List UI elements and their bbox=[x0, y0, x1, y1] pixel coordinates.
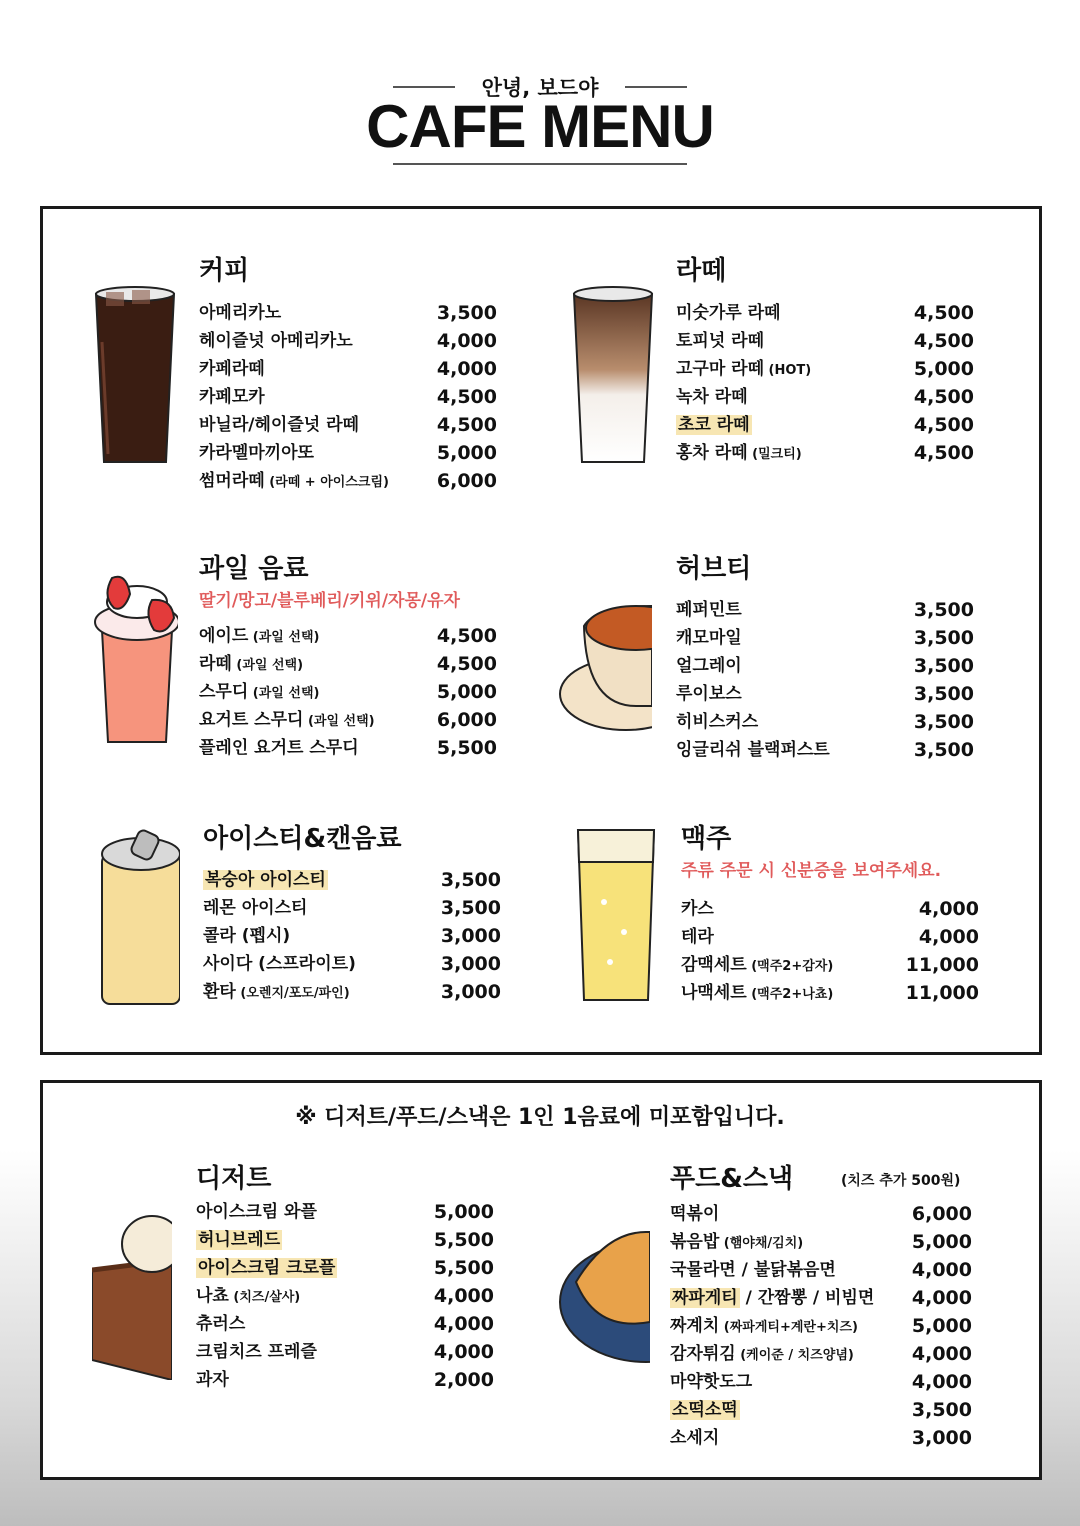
latte-items bbox=[676, 299, 974, 467]
menu-item-row bbox=[199, 355, 497, 383]
menu-item-name bbox=[676, 652, 742, 680]
menu-item-name bbox=[203, 866, 328, 894]
menu-item-row bbox=[196, 1310, 494, 1338]
menu-item-name bbox=[203, 894, 307, 922]
menu-item-note: (과일 선택) bbox=[231, 658, 304, 673]
herb-section-title: 허브티 bbox=[676, 554, 752, 584]
header-subtitle: 안녕, 보드야 bbox=[481, 76, 599, 100]
menu-item-row bbox=[670, 1424, 972, 1452]
menu-item-label: 헤이즐넛 아메리카노 bbox=[199, 331, 353, 351]
coffee-items bbox=[199, 299, 497, 495]
food-snack-section bbox=[670, 1158, 972, 1458]
menu-item-price: 3,000 bbox=[440, 953, 501, 975]
menu-item-price: 4,500 bbox=[436, 414, 497, 436]
menu-item-name bbox=[196, 1366, 229, 1394]
menu-item-row bbox=[196, 1338, 494, 1366]
coffee-section-title: 커피 bbox=[199, 256, 250, 286]
menu-item-name bbox=[676, 736, 830, 764]
beer-glass-illustration bbox=[574, 822, 656, 1006]
menu-item-note: (맥주2+감자) bbox=[746, 959, 834, 974]
menu-item-name bbox=[196, 1226, 282, 1254]
menu-item-name bbox=[196, 1338, 317, 1366]
menu-item-row bbox=[670, 1284, 972, 1312]
menu-item-name bbox=[199, 734, 359, 762]
menu-item-price: 4,500 bbox=[913, 386, 974, 408]
header-rule-bottom bbox=[393, 163, 687, 165]
menu-item-label: 환타 bbox=[203, 982, 236, 1002]
menu-item-row bbox=[670, 1256, 972, 1284]
menu-item-label: 홍차 라떼 bbox=[676, 443, 748, 463]
menu-item-label-extra: / 간짬뽕 / 비빔면 bbox=[739, 1288, 875, 1308]
herb-items bbox=[676, 596, 974, 764]
menu-item-label: 볶음밥 bbox=[670, 1232, 720, 1252]
menu-item-name bbox=[670, 1200, 719, 1228]
menu-item-label: 복숭아 아이스티 bbox=[205, 870, 326, 890]
menu-item-label: 츄러스 bbox=[196, 1314, 246, 1334]
menu-item-row bbox=[199, 678, 497, 706]
menu-item-name bbox=[681, 979, 833, 1009]
menu-item-row bbox=[681, 923, 979, 951]
cheese-add-note: (치즈 추가 500원) bbox=[841, 1173, 961, 1189]
menu-item-row bbox=[199, 467, 497, 495]
menu-item-label: 바닐라/헤이즐넛 라떼 bbox=[199, 415, 359, 435]
menu-item-name bbox=[670, 1396, 740, 1424]
menu-item-note: (HOT) bbox=[764, 363, 812, 378]
dessert-section bbox=[196, 1158, 494, 1418]
menu-item-price: 4,000 bbox=[436, 358, 497, 380]
menu-item-price: 4,000 bbox=[911, 1287, 972, 1309]
menu-item-price: 4,500 bbox=[436, 625, 497, 647]
menu-item-note: (맥주2+나쵸) bbox=[746, 987, 834, 1002]
menu-item-row bbox=[670, 1340, 972, 1368]
menu-item-row bbox=[199, 411, 497, 439]
menu-item-note: (케이준 / 치즈양념) bbox=[735, 1348, 854, 1363]
soda-can-illustration bbox=[98, 824, 180, 1008]
iced-items bbox=[203, 866, 501, 1006]
menu-item-label: 썸머라떼 bbox=[199, 471, 265, 491]
menu-item-price: 5,000 bbox=[436, 442, 497, 464]
menu-item-price: 6,000 bbox=[436, 470, 497, 492]
food-section-title: 푸드&스낵 bbox=[670, 1164, 794, 1194]
menu-item-name bbox=[196, 1198, 317, 1226]
menu-item-label: 소세지 bbox=[670, 1428, 720, 1448]
menu-item-label: 콜라 (펩시) bbox=[203, 926, 291, 946]
menu-item-label: 페퍼민트 bbox=[676, 600, 742, 620]
menu-item-row bbox=[676, 439, 974, 467]
menu-item-price: 3,500 bbox=[913, 711, 974, 733]
menu-item-name bbox=[199, 678, 319, 708]
menu-item-row bbox=[196, 1254, 494, 1282]
menu-item-price: 3,000 bbox=[911, 1427, 972, 1449]
menu-item-price: 3,500 bbox=[913, 599, 974, 621]
menu-item-name bbox=[676, 708, 758, 736]
menu-item-name bbox=[676, 383, 748, 411]
menu-item-row bbox=[670, 1228, 972, 1256]
menu-item-label: 녹차 라떼 bbox=[676, 387, 748, 407]
menu-item-name bbox=[670, 1228, 803, 1258]
menu-item-price: 5,500 bbox=[433, 1257, 494, 1279]
menu-item-price: 5,000 bbox=[911, 1231, 972, 1253]
menu-item-price: 3,500 bbox=[913, 655, 974, 677]
latte-section bbox=[676, 250, 974, 470]
menu-item-label: 떡볶이 bbox=[670, 1204, 720, 1224]
menu-item-label: 아이스크림 와플 bbox=[196, 1202, 317, 1222]
menu-item-note: (치즈/살사) bbox=[228, 1290, 301, 1305]
menu-item-name bbox=[676, 624, 742, 652]
menu-item-label: 캐모마일 bbox=[676, 628, 742, 648]
menu-item-row bbox=[203, 950, 501, 978]
fried-snack-plate-illustration bbox=[556, 1212, 650, 1372]
menu-item-label: 과자 bbox=[196, 1370, 229, 1390]
menu-item-note: (과일 선택) bbox=[303, 714, 375, 729]
menu-item-label: 토피넛 라떼 bbox=[676, 331, 765, 351]
menu-item-row bbox=[203, 922, 501, 950]
fruit-drink-section bbox=[199, 548, 497, 768]
latte-section-title: 라떼 bbox=[676, 256, 727, 286]
menu-item-row bbox=[681, 895, 979, 923]
menu-item-name bbox=[199, 467, 389, 497]
iced-tea-section bbox=[203, 818, 501, 1018]
menu-item-price: 4,500 bbox=[913, 414, 974, 436]
menu-item-name bbox=[199, 327, 353, 355]
menu-item-label: 감자튀김 bbox=[670, 1344, 736, 1364]
iced-coffee-illustration bbox=[92, 282, 178, 468]
menu-item-name bbox=[670, 1340, 854, 1370]
menu-item-label: 국물라면 / 불닭볶음면 bbox=[670, 1260, 836, 1280]
menu-item-price: 3,000 bbox=[440, 981, 501, 1003]
menu-item-row bbox=[203, 894, 501, 922]
menu-item-label: 미숫가루 라떼 bbox=[676, 303, 781, 323]
menu-item-name bbox=[199, 383, 265, 411]
menu-item-price: 5,500 bbox=[433, 1229, 494, 1251]
menu-item-price: 11,000 bbox=[905, 982, 979, 1004]
dessert-section-title: 디저트 bbox=[196, 1164, 272, 1194]
menu-item-note: (오렌지/포도/파인) bbox=[235, 986, 350, 1001]
menu-item-label: 고구마 라떼 bbox=[676, 359, 765, 379]
menu-item-row bbox=[676, 708, 974, 736]
menu-item-price: 6,000 bbox=[436, 709, 497, 731]
menu-item-label: 아이스크림 크로플 bbox=[198, 1258, 336, 1278]
menu-item-row bbox=[199, 439, 497, 467]
menu-item-price: 4,500 bbox=[436, 653, 497, 675]
menu-item-name bbox=[670, 1284, 874, 1312]
menu-item-label: 마약핫도그 bbox=[670, 1372, 753, 1392]
menu-item-name bbox=[199, 355, 265, 383]
menu-item-name bbox=[670, 1312, 858, 1342]
menu-item-name bbox=[203, 922, 290, 950]
menu-item-row bbox=[676, 596, 974, 624]
menu-item-row bbox=[203, 978, 501, 1006]
menu-item-row bbox=[199, 622, 497, 650]
menu-item-name bbox=[681, 895, 714, 923]
menu-item-row bbox=[670, 1200, 972, 1228]
menu-item-price: 4,500 bbox=[436, 386, 497, 408]
menu-item-name bbox=[199, 411, 359, 439]
menu-item-name bbox=[199, 622, 319, 652]
menu-item-row bbox=[196, 1366, 494, 1394]
menu-item-price: 4,000 bbox=[433, 1341, 494, 1363]
menu-item-label: 아메리카노 bbox=[199, 303, 282, 323]
menu-item-price: 3,500 bbox=[913, 739, 974, 761]
menu-item-name bbox=[203, 950, 356, 978]
menu-item-row bbox=[670, 1312, 972, 1340]
menu-item-label: 소떡소떡 bbox=[672, 1400, 738, 1420]
herbal-tea-cup-illustration bbox=[556, 576, 652, 736]
menu-item-row bbox=[676, 624, 974, 652]
menu-item-price: 3,000 bbox=[440, 925, 501, 947]
menu-item-name bbox=[676, 439, 802, 469]
menu-item-row bbox=[676, 652, 974, 680]
menu-item-label: 카스 bbox=[681, 899, 714, 919]
menu-item-price: 5,000 bbox=[911, 1315, 972, 1337]
menu-item-name bbox=[676, 327, 764, 355]
menu-item-price: 3,500 bbox=[440, 897, 501, 919]
menu-item-label: 레몬 아이스티 bbox=[203, 898, 308, 918]
menu-item-name bbox=[676, 596, 742, 624]
beer-id-note: 주류 주문 시 신분증을 보여주세요. bbox=[681, 861, 942, 881]
menu-item-row bbox=[676, 355, 974, 383]
menu-item-label: 짜파게티 bbox=[672, 1288, 738, 1308]
menu-item-name bbox=[670, 1424, 719, 1452]
menu-item-label: 감맥세트 bbox=[681, 955, 747, 975]
menu-item-name bbox=[670, 1256, 836, 1284]
menu-item-price: 5,000 bbox=[433, 1201, 494, 1223]
menu-item-row bbox=[196, 1198, 494, 1226]
dessert-cake-illustration bbox=[92, 1210, 172, 1380]
menu-item-row bbox=[203, 866, 501, 894]
menu-item-note: (라떼 + 아이스크림) bbox=[264, 475, 389, 490]
menu-item-price: 4,000 bbox=[911, 1343, 972, 1365]
menu-item-name bbox=[199, 439, 314, 467]
menu-item-row bbox=[199, 327, 497, 355]
menu-item-price: 3,500 bbox=[913, 627, 974, 649]
menu-item-row bbox=[196, 1226, 494, 1254]
menu-item-name bbox=[670, 1368, 752, 1396]
menu-item-row bbox=[670, 1396, 972, 1424]
menu-item-price: 3,500 bbox=[911, 1399, 972, 1421]
herb-tea-section bbox=[676, 548, 974, 768]
menu-item-row bbox=[196, 1282, 494, 1310]
menu-item-name bbox=[196, 1254, 337, 1282]
menu-item-row bbox=[676, 383, 974, 411]
menu-item-label: 에이드 bbox=[199, 626, 249, 646]
menu-item-row bbox=[676, 736, 974, 764]
beer-items bbox=[681, 895, 979, 1007]
menu-item-price: 2,000 bbox=[433, 1369, 494, 1391]
menu-item-label: 크림치즈 프레즐 bbox=[196, 1342, 317, 1362]
food-items bbox=[670, 1200, 972, 1452]
menu-item-label: 초코 라떼 bbox=[678, 415, 750, 435]
fruit-options-note: 딸기/망고/블루베리/키위/자몽/유자 bbox=[199, 591, 460, 611]
fruit-items bbox=[199, 622, 497, 762]
menu-item-price: 4,500 bbox=[913, 442, 974, 464]
menu-item-name bbox=[681, 951, 833, 981]
menu-item-price: 4,000 bbox=[433, 1313, 494, 1335]
menu-item-name bbox=[676, 299, 780, 327]
menu-item-note: (과일 선택) bbox=[248, 686, 320, 701]
beer-section-title: 맥주 bbox=[681, 824, 732, 854]
menu-item-row bbox=[199, 650, 497, 678]
menu-item-label: 사이다 (스프라이트) bbox=[203, 954, 356, 974]
menu-item-price: 5,000 bbox=[436, 681, 497, 703]
menu-item-price: 4,500 bbox=[913, 302, 974, 324]
menu-item-label: 나쵸 bbox=[196, 1286, 229, 1306]
menu-item-row bbox=[199, 734, 497, 762]
menu-item-name bbox=[196, 1282, 300, 1312]
menu-item-price: 4,000 bbox=[436, 330, 497, 352]
menu-item-name bbox=[199, 706, 375, 736]
menu-item-price: 6,000 bbox=[911, 1203, 972, 1225]
menu-item-label: 스무디 bbox=[199, 682, 249, 702]
menu-item-row bbox=[199, 706, 497, 734]
menu-item-note: (짜파게티+계란+치즈) bbox=[719, 1320, 858, 1335]
menu-item-row bbox=[676, 411, 974, 439]
menu-item-price: 4,000 bbox=[918, 926, 979, 948]
dessert-items bbox=[196, 1198, 494, 1394]
menu-item-price: 4,000 bbox=[911, 1259, 972, 1281]
menu-item-label: 카페모카 bbox=[199, 387, 265, 407]
menu-item-price: 5,000 bbox=[913, 358, 974, 380]
menu-item-name bbox=[681, 923, 714, 951]
menu-item-row bbox=[676, 299, 974, 327]
menu-item-label: 허니브레드 bbox=[198, 1230, 281, 1250]
menu-item-label: 짜계치 bbox=[670, 1316, 720, 1336]
iced-latte-illustration bbox=[570, 282, 656, 468]
menu-item-note: (과일 선택) bbox=[248, 630, 320, 645]
menu-item-label: 테라 bbox=[681, 927, 714, 947]
coffee-section bbox=[199, 250, 497, 490]
menu-item-label: 플레인 요거트 스무디 bbox=[199, 738, 359, 758]
iced-section-title: 아이스티&캔음료 bbox=[203, 824, 402, 854]
menu-item-row bbox=[199, 383, 497, 411]
menu-item-row bbox=[676, 327, 974, 355]
menu-item-name bbox=[196, 1310, 245, 1338]
menu-item-name bbox=[676, 411, 752, 439]
menu-item-name bbox=[676, 355, 811, 385]
menu-item-note: (햄야채/김치) bbox=[719, 1236, 804, 1251]
menu-item-name bbox=[199, 650, 303, 680]
fruit-smoothie-illustration bbox=[92, 560, 178, 750]
menu-item-price: 3,500 bbox=[440, 869, 501, 891]
menu-item-row bbox=[199, 299, 497, 327]
menu-item-label: 요거트 스무디 bbox=[199, 710, 304, 730]
menu-item-row bbox=[676, 680, 974, 708]
dessert-exclusion-notice: ※ 디저트/푸드/스낵은 1인 1음료에 미포함입니다. bbox=[295, 1105, 785, 1130]
menu-item-note: (밀크티) bbox=[747, 447, 802, 462]
menu-item-label: 얼그레이 bbox=[676, 656, 742, 676]
menu-item-label: 라떼 bbox=[199, 654, 232, 674]
beer-section bbox=[681, 818, 979, 1018]
menu-item-name bbox=[199, 299, 281, 327]
menu-item-label: 나맥세트 bbox=[681, 983, 747, 1003]
menu-item-label: 잉글리쉬 블랙퍼스트 bbox=[676, 740, 830, 760]
menu-item-price: 4,500 bbox=[913, 330, 974, 352]
menu-item-row bbox=[681, 951, 979, 979]
menu-item-price: 3,500 bbox=[913, 683, 974, 705]
menu-item-price: 4,000 bbox=[433, 1285, 494, 1307]
menu-item-price: 5,500 bbox=[436, 737, 497, 759]
menu-item-price: 3,500 bbox=[436, 302, 497, 324]
menu-item-row bbox=[681, 979, 979, 1007]
menu-item-price: 11,000 bbox=[905, 954, 979, 976]
menu-item-name bbox=[676, 680, 742, 708]
menu-item-label: 루이보스 bbox=[676, 684, 742, 704]
menu-item-price: 4,000 bbox=[911, 1371, 972, 1393]
menu-item-price: 4,000 bbox=[918, 898, 979, 920]
menu-item-label: 히비스커스 bbox=[676, 712, 759, 732]
page-title: CAFE MENU bbox=[366, 93, 714, 160]
menu-item-label: 카페라떼 bbox=[199, 359, 265, 379]
menu-item-name bbox=[203, 978, 350, 1008]
menu-item-row bbox=[670, 1368, 972, 1396]
menu-item-label: 카라멜마끼아또 bbox=[199, 443, 314, 463]
fruit-section-title: 과일 음료 bbox=[199, 554, 309, 584]
